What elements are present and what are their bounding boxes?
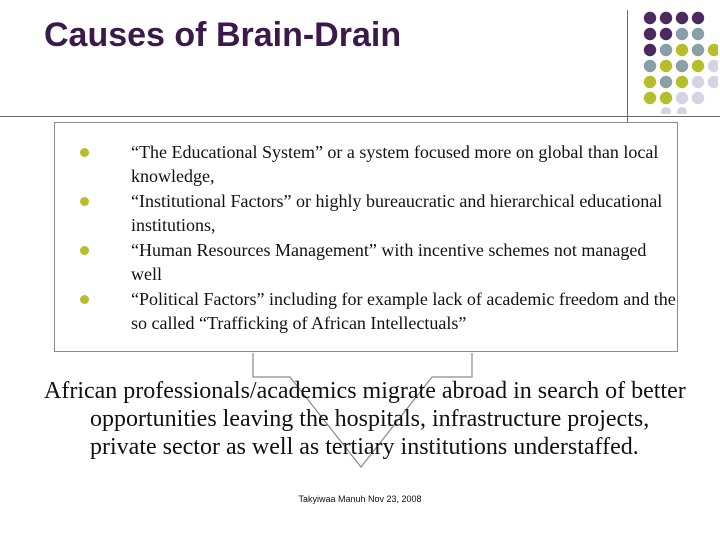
- slide-title: Causes of Brain-Drain: [44, 16, 402, 54]
- footer-credit: Takyiwaa Manuh Nov 23, 2008: [298, 494, 422, 504]
- bullet-item: “Human Resources Management” with incentive schemes not managed well: [131, 240, 647, 284]
- bullet-item: “Institutional Factors” or highly bureaucratic and hierarchical educational institutions,: [131, 191, 663, 235]
- bullet-item: “Political Factors” including for example lack of academic freedom and the so called “Trafficking of African Intellectuals”: [131, 289, 676, 333]
- bullet-item: “The Educational System” or a system focused more on global than local knowledge,: [131, 142, 659, 186]
- summary-paragraph: African professionals/academics migrate abroad in search of better opportunities leaving the hospitals, infrastructure projects, private sector as well as tertiary institutions understaffed.: [44, 378, 686, 460]
